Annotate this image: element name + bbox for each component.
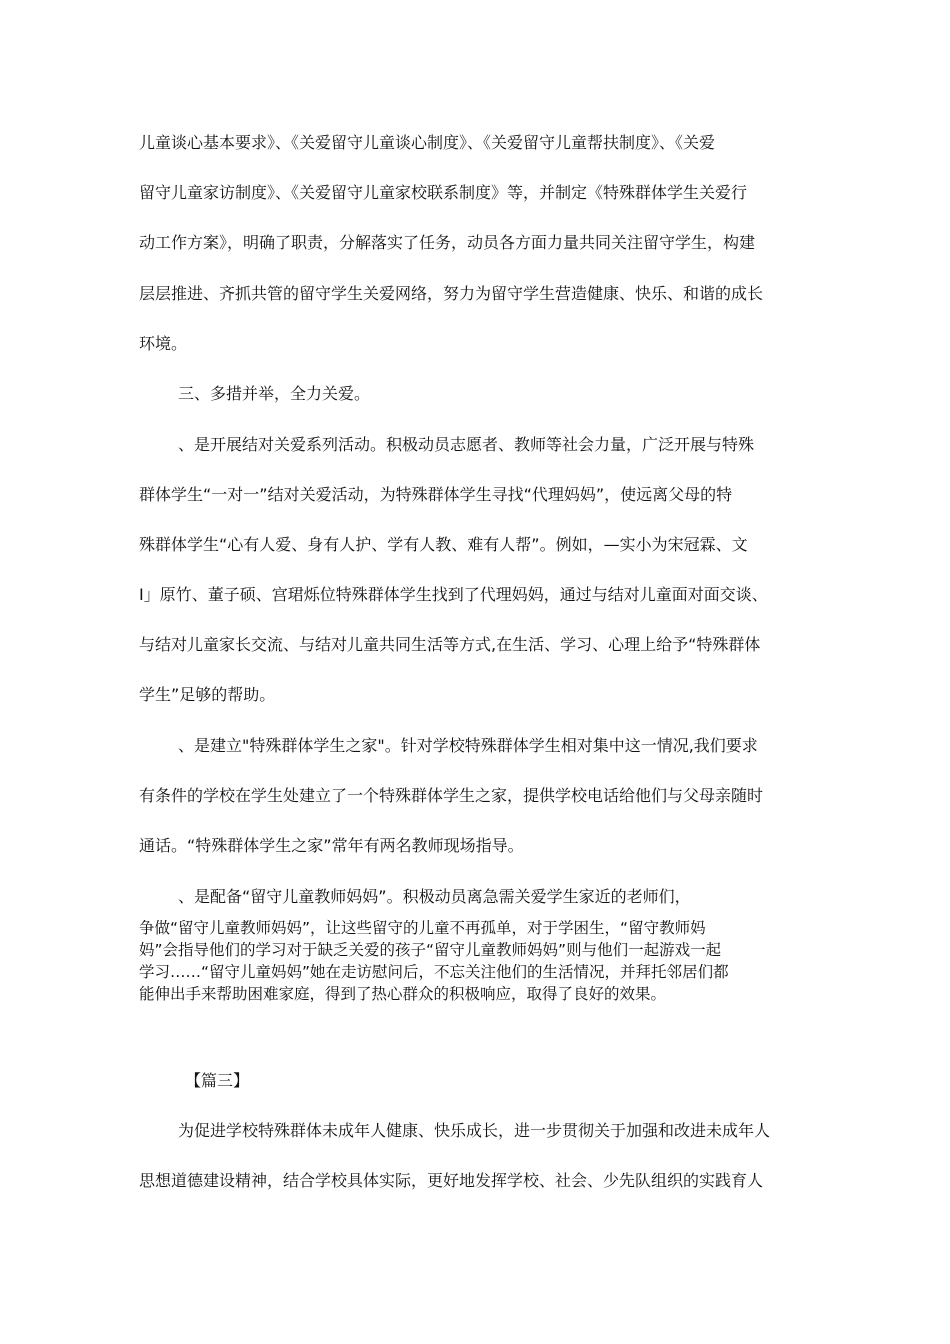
para4-line-1: 、是配备“留守儿童教师妈妈”。积极动员离急需关爱学生家近的老师们，: [178, 887, 691, 906]
para2-line-1: 、是开展结对关爱系列活动。积极动员志愿者、教师等社会力量，广泛开展与特殊: [178, 435, 755, 454]
para3-line-3: 通话。“特殊群体学生之家”常年有两名教师现场指导。: [139, 836, 524, 855]
para2-line-5: 与结对儿童家长交流、与结对儿童共同生活等方式,在生活、学习、心理上给予“特殊群体: [139, 635, 761, 654]
para4-line-2: 争做“留守儿童教师妈妈”，让这些留守的儿童不再孤单，对于学困生，“留守教师妈: [139, 919, 706, 937]
para3-line-2: 有条件的学校在学生处建立了一个特殊群体学生之家，提供学校电话给他们与父母亲随时: [139, 786, 764, 805]
para5-line-1: 为促进学校特殊群体未成年人健康、快乐成长，进一步贯彻关于加强和改进未成年人: [178, 1121, 771, 1140]
para4-line-4: 学习……“留守儿童妈妈”她在走访慰问后，不忘关注他们的生活情况，并拜托邻居们都: [139, 963, 729, 981]
para2-line-6: 学生”足够的帮助。: [139, 685, 276, 704]
para1-line-1: 儿童谈心基本要求》、《关爱留守儿童谈心制度》、《关爱留守儿童帮扶制度》、《关爱: [139, 133, 716, 152]
para1-line-2: 留守儿童家访制度》、《关爱留守儿童家校联系制度》等，并制定《特殊群体学生关爱行: [139, 183, 748, 202]
para1-line-3: 动工作方案》，明确了职责，分解落实了任务，动员各方面力量共同关注留守学生，构建: [139, 233, 756, 252]
para4-line-3: 妈”会指导他们的学习对于缺乏关爱的孩子“留守儿童教师妈妈”则与他们一起游戏一起: [139, 941, 722, 959]
para3-line-1: 、是建立"特殊群体学生之家"。针对学校特殊群体学生相对集中这一情况,我们要求: [178, 736, 758, 755]
para1-line-4: 层层推进、齐抓共管的留守学生关爱网络，努力为留守学生营造健康、快乐、和谐的成长: [139, 284, 764, 303]
para4-line-5: 能伸出手来帮助困难家庭，得到了热心群众的积极响应，取得了良好的效果。: [139, 985, 667, 1003]
part-title: 【篇三】: [185, 1071, 250, 1090]
para1-line-5: 环境。: [139, 334, 188, 353]
para2-line-2: 群体学生“一对一”结对关爱活动，为特殊群体学生寻找“代理妈妈”，使远离父母的特: [139, 485, 733, 504]
para5-line-2: 思想道德建设精神，结合学校具体实际，更好地发挥学校、社会、少先队组织的实践育人: [139, 1171, 764, 1190]
para2-line-4: I」原竹、董子硕、宫珺烁位特殊群体学生找到了代理妈妈，通过与结对儿童面对面交谈、: [139, 585, 768, 604]
section-heading: 三、多措并举，全力关爱。: [178, 384, 371, 403]
para2-line-3: 殊群体学生“心有人爱、身有人护、学有人教、难有人帮”。例如，—实小为宋冠霖、文: [139, 535, 748, 554]
